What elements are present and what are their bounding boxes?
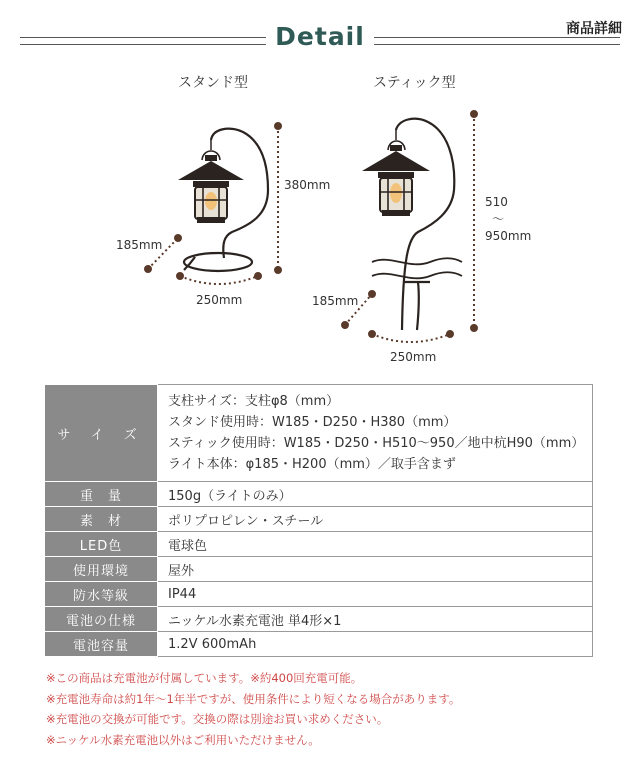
spec-value: ポリプロピレン・スチール [158, 507, 593, 532]
stand-width-dimension: 250mm [196, 293, 243, 307]
spec-value: ニッケル水素充電池 単4形×1 [158, 607, 593, 632]
stand-lantern-body [178, 155, 244, 223]
spec-row-waterproof [45, 582, 593, 607]
spec-row-led-color [45, 532, 593, 557]
stick-type-label: スティック型 [373, 75, 456, 91]
section-title: Detail [275, 22, 365, 51]
spec-row-battery-type [45, 607, 593, 632]
spec-value-size [158, 385, 593, 482]
size-line: ライト本体：φ185・H200（mm）／取手含まず [168, 457, 456, 472]
stick-width-dimension: 250mm [390, 350, 437, 364]
spec-label: 使用環境 [45, 557, 158, 582]
spec-row-weight [45, 482, 593, 507]
stand-type-label: スタンド型 [178, 75, 248, 91]
note-line: ※この商品は充電池が付属しています。※約400回充電可能。 [46, 671, 363, 685]
spec-label: 防水等級 [45, 582, 158, 607]
size-line: 支柱サイズ：支柱φ8（mm） [168, 394, 340, 409]
spec-row-environment [45, 557, 593, 582]
stand-depth-dimension: 185mm [116, 238, 163, 252]
category-label: 商品詳細 [566, 21, 622, 37]
spec-value: 150g（ライトのみ） [158, 482, 593, 507]
notes-block [46, 668, 460, 750]
size-line: スタンド使用時：W185・D250・H380（mm） [168, 415, 457, 430]
spec-label: 電池容量 [45, 632, 158, 657]
stick-ground-lines [372, 258, 462, 278]
spec-row-battery-capacity [45, 632, 593, 657]
note-line: ※ニッケル水素充電池以外はご利用いただけません。 [46, 732, 320, 747]
spec-label: 素 材 [45, 507, 158, 532]
spec-label: 重 量 [45, 482, 158, 507]
stick-height-max-dimension: 950mm [485, 229, 532, 243]
spec-row-size [45, 385, 593, 482]
size-line: スティック使用時：W185・D250・H510〜950／地中杭H90（mm） [168, 436, 585, 451]
spec-value: IP44 [158, 582, 593, 607]
stick-lantern-body [362, 145, 430, 216]
spec-value: 1.2V 600mAh [158, 632, 593, 657]
spec-value: 電球色 [158, 532, 593, 557]
stick-height-min-dimension: 510 [485, 195, 508, 209]
stick-depth-dimension: 185mm [312, 294, 359, 308]
note-line: ※充電池の交換が可能です。交換の際は別途お買い求めください。 [46, 712, 389, 726]
spec-value: 屋外 [158, 557, 593, 582]
stand-height-dimension: 380mm [284, 178, 331, 192]
spec-label: 電池の仕様 [45, 607, 158, 632]
stick-dimension-lines [342, 111, 477, 342]
spec-row-material [45, 507, 593, 532]
note-line: ※充電池寿命は約1年〜1年半ですが、使用条件により短くなる場合があります。 [46, 691, 461, 706]
stick-height-tilde: 〜 [492, 212, 505, 226]
spec-label-size: サ イ ズ [45, 385, 158, 482]
spec-label: LED色 [45, 532, 158, 557]
spec-table [45, 384, 593, 657]
